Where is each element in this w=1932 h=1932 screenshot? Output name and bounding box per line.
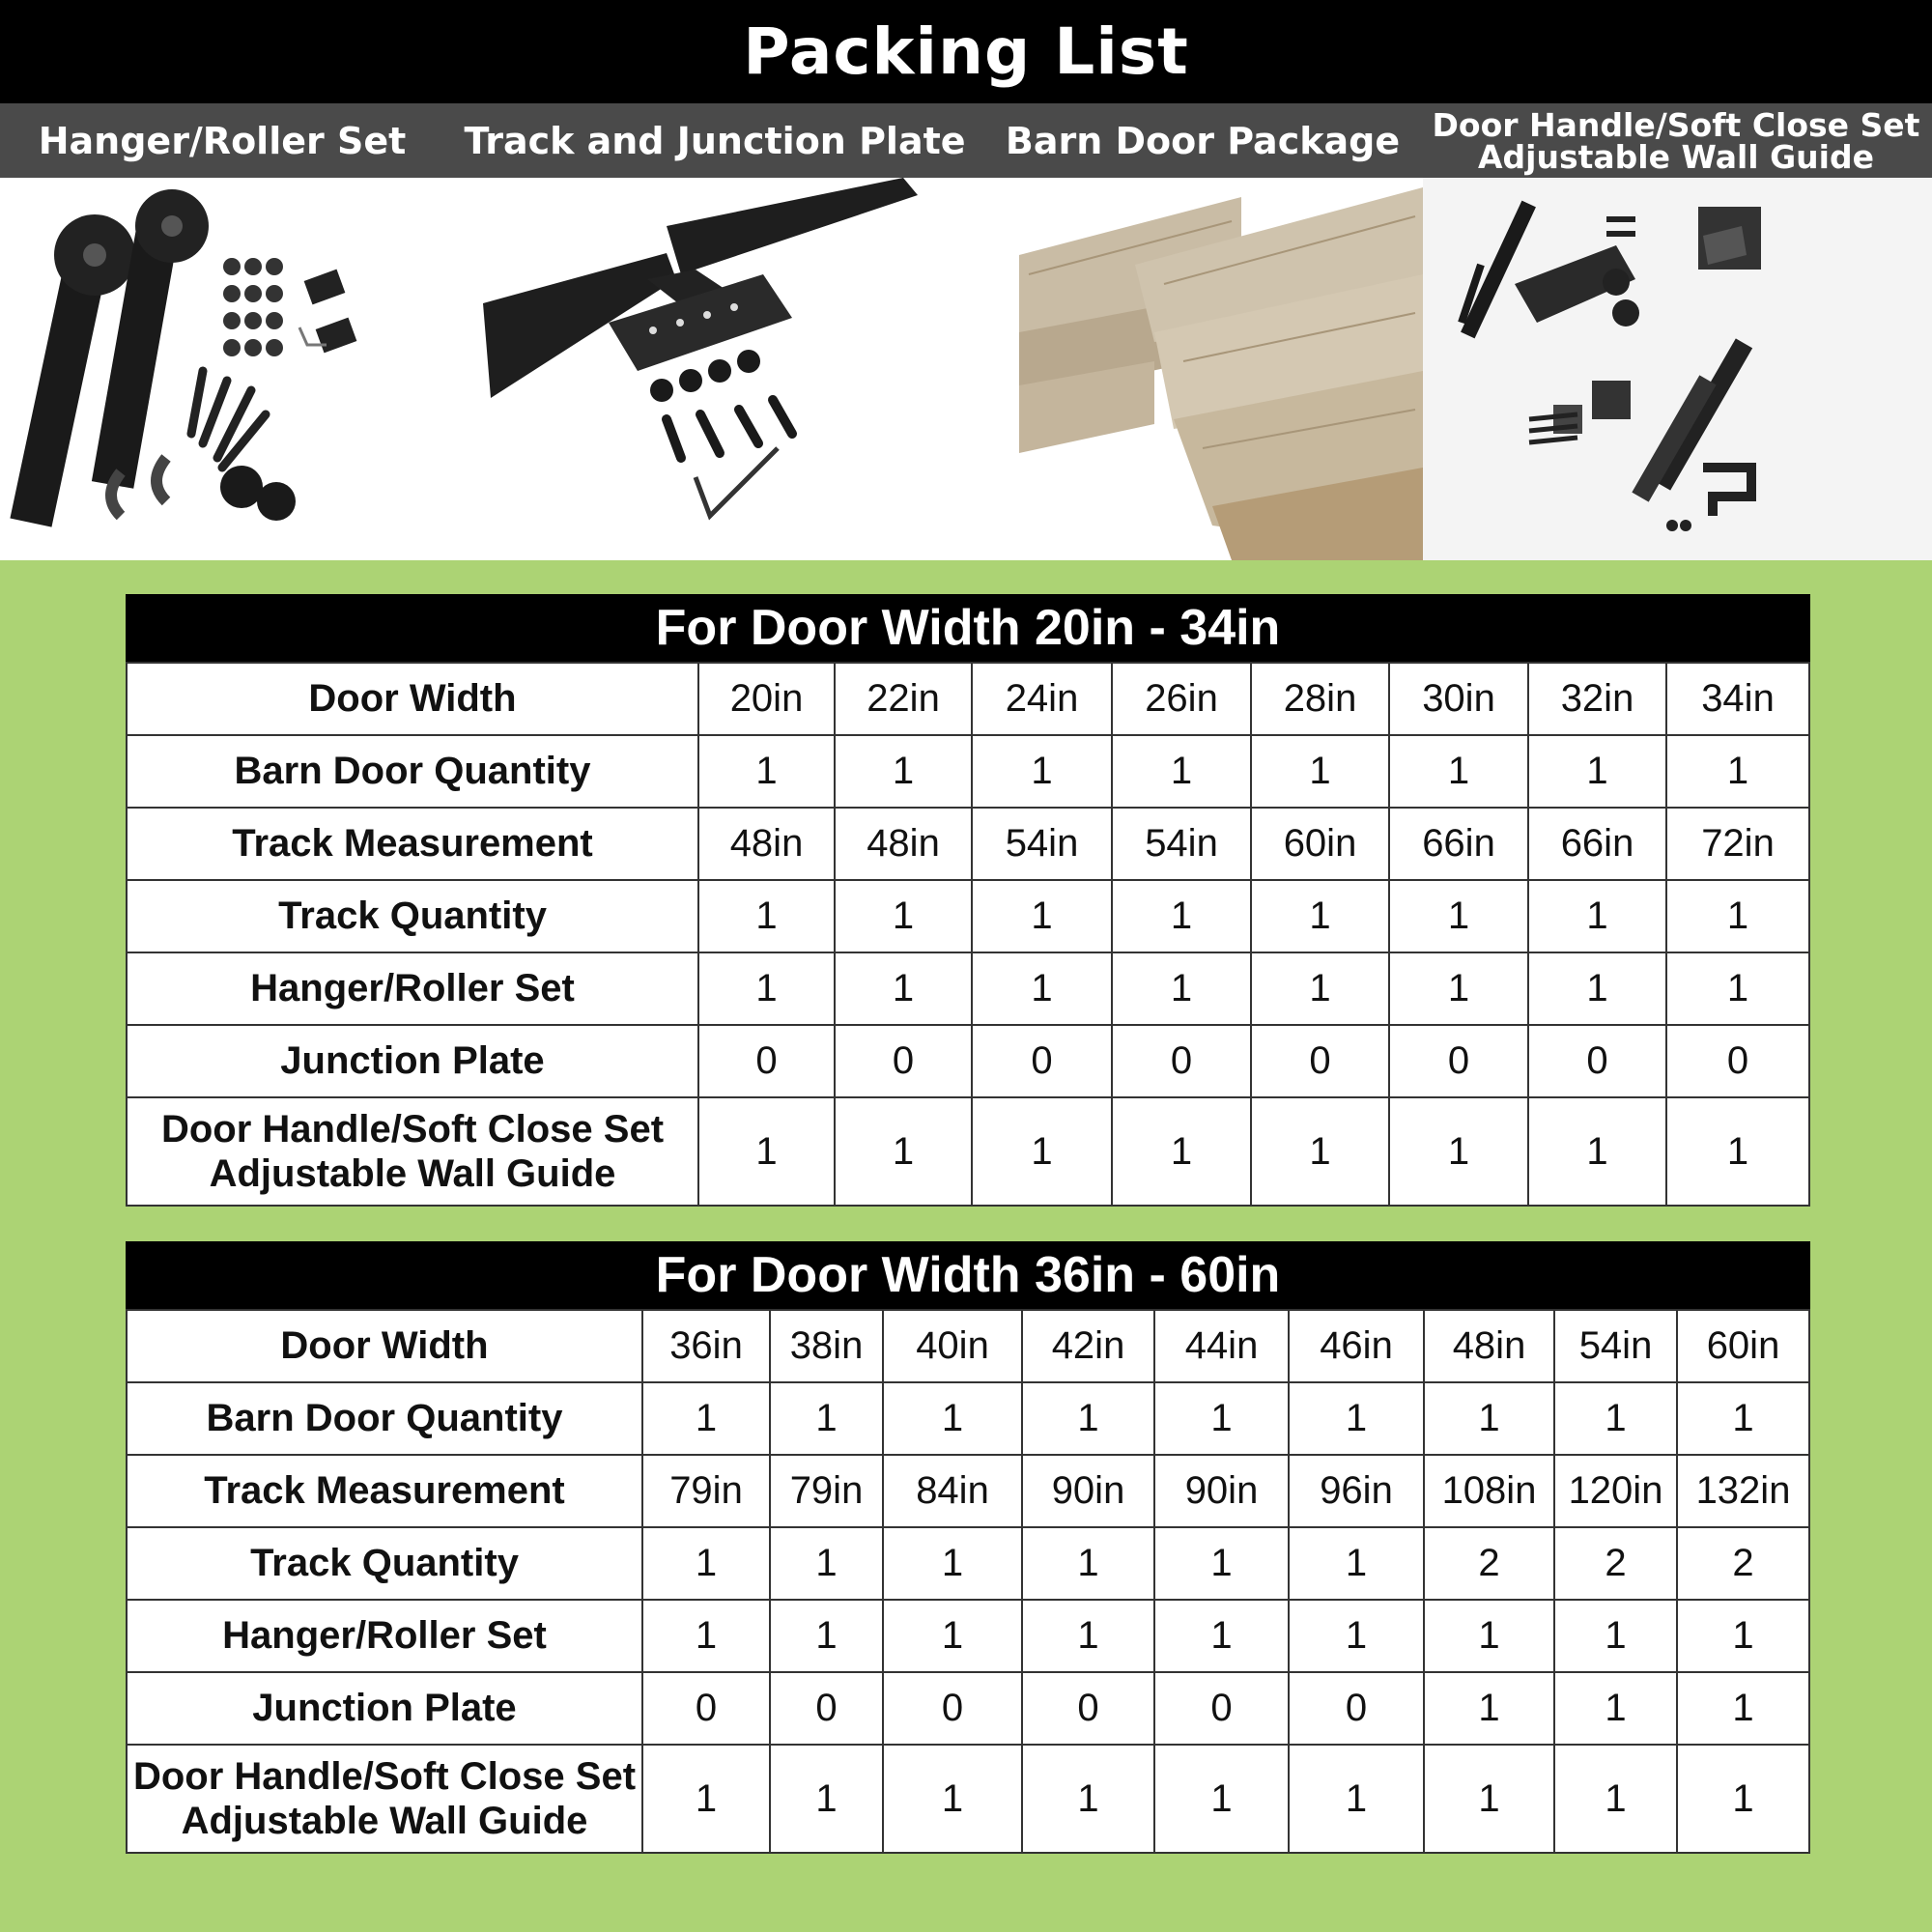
- cell: 1: [1389, 735, 1528, 808]
- cell: 1: [1528, 1097, 1666, 1206]
- cell: 1: [1666, 880, 1809, 952]
- cell: 26in: [1112, 663, 1251, 735]
- cell: 1: [698, 1097, 835, 1206]
- row-door-width: [127, 663, 1809, 735]
- cell: 22in: [835, 663, 972, 735]
- row-label-line1: Door Handle/Soft Close Set: [132, 1755, 637, 1798]
- cell: 54in: [1554, 1310, 1677, 1382]
- cell: 54in: [972, 808, 1112, 880]
- cell: 0: [642, 1672, 770, 1745]
- row-barn-door-quantity: [127, 1382, 1809, 1455]
- row-label-line1: Door Handle/Soft Close Set: [160, 1108, 665, 1151]
- packing-table-36-60: [126, 1241, 1810, 1854]
- category-door-handle-line2: Adjustable Wall Guide: [1478, 137, 1874, 176]
- cell: 1: [1112, 735, 1251, 808]
- cell: 1: [883, 1527, 1022, 1600]
- row-label: Track Quantity: [127, 1527, 642, 1600]
- row-label: [127, 1745, 642, 1853]
- cell: 2: [1677, 1527, 1809, 1600]
- cell: 0: [1022, 1672, 1154, 1745]
- row-label: Hanger/Roller Set: [127, 952, 698, 1025]
- row-track-quantity: [127, 880, 1809, 952]
- cell: 1: [1666, 952, 1809, 1025]
- cell: 1: [698, 735, 835, 808]
- product-photos: [0, 178, 1932, 560]
- cell: 46in: [1289, 1310, 1424, 1382]
- cell: 1: [1251, 735, 1389, 808]
- cell: 2: [1424, 1527, 1554, 1600]
- cell: 24in: [972, 663, 1112, 735]
- category-door-handle-line1: Door Handle/Soft Close Set: [1432, 105, 1920, 144]
- row-label: Hanger/Roller Set: [127, 1600, 642, 1672]
- cell: 1: [1154, 1527, 1289, 1600]
- table-title: For Door Width 20in - 34in: [126, 594, 1810, 662]
- cell: 0: [1289, 1672, 1424, 1745]
- cell: 30in: [1389, 663, 1528, 735]
- row-barn-door-quantity: [127, 735, 1809, 808]
- cell: 132in: [1677, 1455, 1809, 1527]
- barn-door-package-photo: [1019, 178, 1423, 560]
- row-handle-set: [127, 1745, 1809, 1853]
- cell: 1: [1112, 952, 1251, 1025]
- cell: 0: [770, 1672, 883, 1745]
- cell: 0: [883, 1672, 1022, 1745]
- cell: 1: [1112, 1097, 1251, 1206]
- cell: 54in: [1112, 808, 1251, 880]
- cell: 1: [770, 1382, 883, 1455]
- track-junction-plate-photo: [473, 178, 1019, 560]
- cell: 1: [972, 952, 1112, 1025]
- cell: 42in: [1022, 1310, 1154, 1382]
- cell: 1: [1424, 1600, 1554, 1672]
- cell: 1: [770, 1527, 883, 1600]
- cell: 96in: [1289, 1455, 1424, 1527]
- cell: 1: [1154, 1382, 1289, 1455]
- category-hanger-roller-set: Hanger/Roller Set: [38, 119, 407, 162]
- row-label: Junction Plate: [127, 1025, 698, 1097]
- cell: 79in: [770, 1455, 883, 1527]
- table-title: For Door Width 36in - 60in: [126, 1241, 1810, 1309]
- cell: 1: [835, 952, 972, 1025]
- cell: 1: [972, 1097, 1112, 1206]
- cell: 44in: [1154, 1310, 1289, 1382]
- door-handle-set-photo: [1423, 178, 1932, 560]
- category-door-handle-set: [1420, 103, 1932, 178]
- row-track-quantity: [127, 1527, 1809, 1600]
- cell: 1: [770, 1745, 883, 1853]
- cell: 1: [1251, 952, 1389, 1025]
- row-track-measurement: [127, 808, 1809, 880]
- cell: 1: [1289, 1382, 1424, 1455]
- cell: 1: [883, 1600, 1022, 1672]
- cell: 90in: [1154, 1455, 1289, 1527]
- cell: 120in: [1554, 1455, 1677, 1527]
- cell: 1: [1424, 1382, 1554, 1455]
- cell: 1: [1289, 1745, 1424, 1853]
- cell: 1: [1528, 735, 1666, 808]
- cell: 1: [1022, 1527, 1154, 1600]
- cell: 1: [1022, 1600, 1154, 1672]
- cell: 1: [1677, 1745, 1809, 1853]
- row-hanger-roller-set: [127, 1600, 1809, 1672]
- category-barn-door-package: Barn Door Package: [1005, 119, 1401, 162]
- cell: 0: [1528, 1025, 1666, 1097]
- cell: 1: [1424, 1745, 1554, 1853]
- cell: 66in: [1528, 808, 1666, 880]
- cell: 1: [1389, 1097, 1528, 1206]
- cell: 0: [698, 1025, 835, 1097]
- hanger-roller-set-photo: [0, 178, 473, 560]
- row-label: Barn Door Quantity: [127, 1382, 642, 1455]
- row-label: Track Quantity: [127, 880, 698, 952]
- cell: 1: [1528, 880, 1666, 952]
- cell: 1: [835, 735, 972, 808]
- cell: 1: [770, 1600, 883, 1672]
- row-door-width: [127, 1310, 1809, 1382]
- row-track-measurement: [127, 1455, 1809, 1527]
- cell: 1: [1666, 1097, 1809, 1206]
- cell: 1: [1528, 952, 1666, 1025]
- cell: 40in: [883, 1310, 1022, 1382]
- cell: 0: [1389, 1025, 1528, 1097]
- cell: 0: [1251, 1025, 1389, 1097]
- cell: 1: [1677, 1382, 1809, 1455]
- cell: 1: [1289, 1600, 1424, 1672]
- cell: 1: [642, 1527, 770, 1600]
- row-label: Junction Plate: [127, 1672, 642, 1745]
- cell: 1: [1022, 1745, 1154, 1853]
- cell: 1: [1554, 1745, 1677, 1853]
- cell: 0: [1112, 1025, 1251, 1097]
- row-label: Door Width: [127, 663, 698, 735]
- packing-table-20-34: [126, 594, 1810, 1207]
- cell: 38in: [770, 1310, 883, 1382]
- cell: 1: [642, 1600, 770, 1672]
- cell: 79in: [642, 1455, 770, 1527]
- cell: 0: [972, 1025, 1112, 1097]
- cell: 1: [883, 1745, 1022, 1853]
- cell: 108in: [1424, 1455, 1554, 1527]
- cell: 84in: [883, 1455, 1022, 1527]
- page-title: Packing List: [0, 0, 1932, 103]
- cell: 0: [835, 1025, 972, 1097]
- cell: 1: [1554, 1600, 1677, 1672]
- cell: 1: [1554, 1382, 1677, 1455]
- cell: 1: [1154, 1745, 1289, 1853]
- cell: 0: [1666, 1025, 1809, 1097]
- row-handle-set: [127, 1097, 1809, 1206]
- row-label-line2: Adjustable Wall Guide: [181, 1800, 588, 1842]
- cell: 1: [1289, 1527, 1424, 1600]
- row-label: Barn Door Quantity: [127, 735, 698, 808]
- cell: 1: [642, 1382, 770, 1455]
- row-label: [127, 1097, 698, 1206]
- row-label-line2: Adjustable Wall Guide: [209, 1152, 616, 1195]
- cell: 48in: [1424, 1310, 1554, 1382]
- cell: 72in: [1666, 808, 1809, 880]
- cell: 32in: [1528, 663, 1666, 735]
- cell: 1: [698, 880, 835, 952]
- row-label: Door Width: [127, 1310, 642, 1382]
- category-bar: [0, 103, 1932, 178]
- cell: 28in: [1251, 663, 1389, 735]
- cell: 1: [1666, 735, 1809, 808]
- cell: 34in: [1666, 663, 1809, 735]
- cell: 2: [1554, 1527, 1677, 1600]
- cell: 1: [1112, 880, 1251, 952]
- cell: 1: [1554, 1672, 1677, 1745]
- category-track-junction-plate: Track and Junction Plate: [464, 119, 966, 162]
- cell: 1: [1389, 880, 1528, 952]
- row-label: Track Measurement: [127, 1455, 642, 1527]
- cell: 1: [1022, 1382, 1154, 1455]
- cell: 1: [1424, 1672, 1554, 1745]
- cell: 1: [1251, 1097, 1389, 1206]
- cell: 0: [1154, 1672, 1289, 1745]
- cell: 1: [835, 1097, 972, 1206]
- cell: 1: [1251, 880, 1389, 952]
- cell: 20in: [698, 663, 835, 735]
- cell: 48in: [698, 808, 835, 880]
- row-hanger-roller-set: [127, 952, 1809, 1025]
- row-label: Track Measurement: [127, 808, 698, 880]
- cell: 66in: [1389, 808, 1528, 880]
- cell: 1: [972, 880, 1112, 952]
- cell: 1: [1677, 1672, 1809, 1745]
- cell: 1: [835, 880, 972, 952]
- row-junction-plate: [127, 1025, 1809, 1097]
- cell: 1: [1154, 1600, 1289, 1672]
- cell: 60in: [1251, 808, 1389, 880]
- cell: 90in: [1022, 1455, 1154, 1527]
- cell: 48in: [835, 808, 972, 880]
- cell: 1: [1677, 1600, 1809, 1672]
- cell: 1: [1389, 952, 1528, 1025]
- row-junction-plate: [127, 1672, 1809, 1745]
- cell: 1: [698, 952, 835, 1025]
- cell: 1: [883, 1382, 1022, 1455]
- cell: 1: [972, 735, 1112, 808]
- cell: 36in: [642, 1310, 770, 1382]
- cell: 1: [642, 1745, 770, 1853]
- cell: 60in: [1677, 1310, 1809, 1382]
